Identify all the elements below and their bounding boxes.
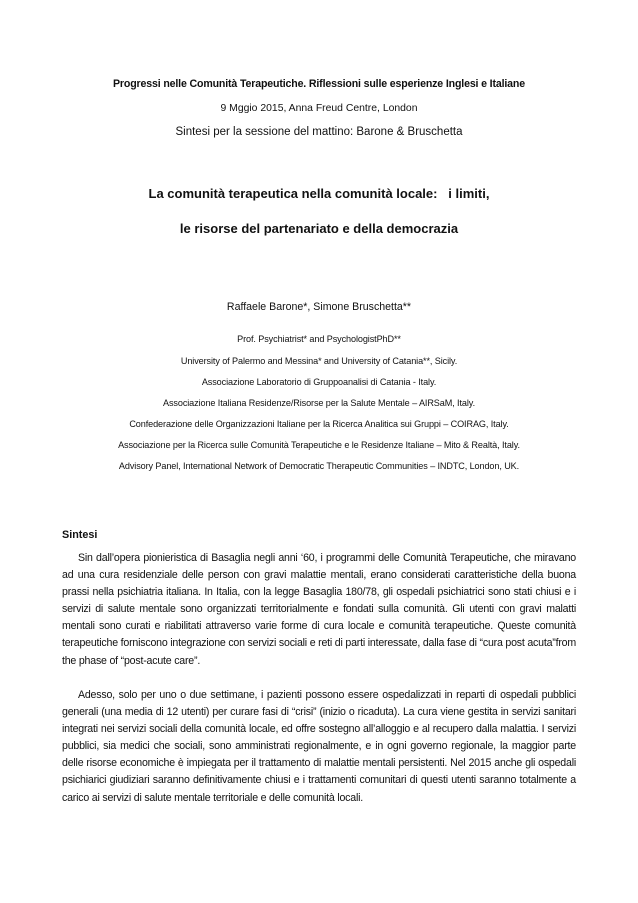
affiliation-line: Advisory Panel, International Network of Democratic Therapeutic Communities – INDTC, London, UK. — [118, 461, 520, 471]
affiliation-line: Associazione Italiana Residenze/Risorse per la Salute Mentale – AIRSaM, Italy. — [163, 398, 475, 408]
affiliation-line: Prof. Psychiatrist* and PsychologistPhD** — [237, 334, 401, 344]
paper-title-line-1: La comunità terapeutica nella comunità locale: i limiti, — [148, 186, 490, 201]
section-heading: Sintesi — [62, 529, 98, 541]
affiliation-line: University of Palermo and Messina* and University of Catania**, Sicily. — [180, 356, 458, 366]
body-paragraph: Sin dall’opera pionieristica di Basaglia negli anni ‘60, i programmi delle Comunità Terapeutiche, che miravano ad una cura residenziale delle person con gravi malattie mentali, erano considerati caratteristiche della buona prassi nella psichiatria italiana. In Italia, con la legge Basaglia 180/78, gli ospedali psichiatrici sono stati chiusi e i servizi di salute mentale sono organizzati territorialmente e fondati sulla comunità. Gli utenti con gravi malatti mentali sono curati e riabilitati attraverso varie forme di cura locale e comunità terapeutiche. Queste comunità terapeutiche forniscono integrazione con servizi sociali e reti di parti interessate, dalla fase di “cura post acuta”from the phase of “post-acute care”. — [62, 552, 576, 667]
authors: Raffaele Barone*, Simone Bruschetta** — [226, 301, 412, 313]
affiliation-line: Associazione Laboratorio di Gruppoanalisi di Catania - Italy. — [201, 377, 437, 387]
date-place: 9 Mggio 2015, Anna Freud Centre, London — [220, 103, 418, 114]
affiliation-line: Associazione per la Ricerca sulle Comunità Terapeutiche e le Residenze Italiane – Mito & Realtà, Italy. — [118, 440, 520, 450]
affiliation-line: Confederazione delle Organizzazioni Italiane per la Ricerca Analitica sui Gruppi – COIRAG, Italy. — [129, 419, 509, 429]
session-title: Sintesi per la sessione del mattino: Barone & Bruschetta — [175, 126, 463, 138]
body-paragraph: Adesso, solo per uno o due settimane, i pazienti possono essere ospedalizzati in reparti di ospedali pubblici generali (una media di 12 utenti) per curare fasi di “crisi” (inizio o ricaduta). La cura viene gestita in servizi sanitari integrati nei servizi sociali della comunità locale, ed offre sostegno all’alloggio e al recupero dalla malattia. I servizi pubblici, sia medici che sociali, sono amministrati regionalmente, e in ogni governo regionale, la maggior parte delle risorse economiche è impiegata per il trattamento di malattie mentali persistenti. Nel 2015 anche gli ospedali psichiarici giudiziari saranno definitivamente chiusi e i trattamenti comunitari di questi utenti saranno totalmente a carico ai servizi di salute mentale territoriale e delle comunità locali. — [62, 689, 576, 804]
paper-title-line-2: le risorse del partenariato e della democrazia — [179, 221, 459, 236]
conference-title: Progressi nelle Comunità Terapeutiche. Riflessioni sulle esperienze Inglesi e Italiane — [113, 78, 525, 90]
